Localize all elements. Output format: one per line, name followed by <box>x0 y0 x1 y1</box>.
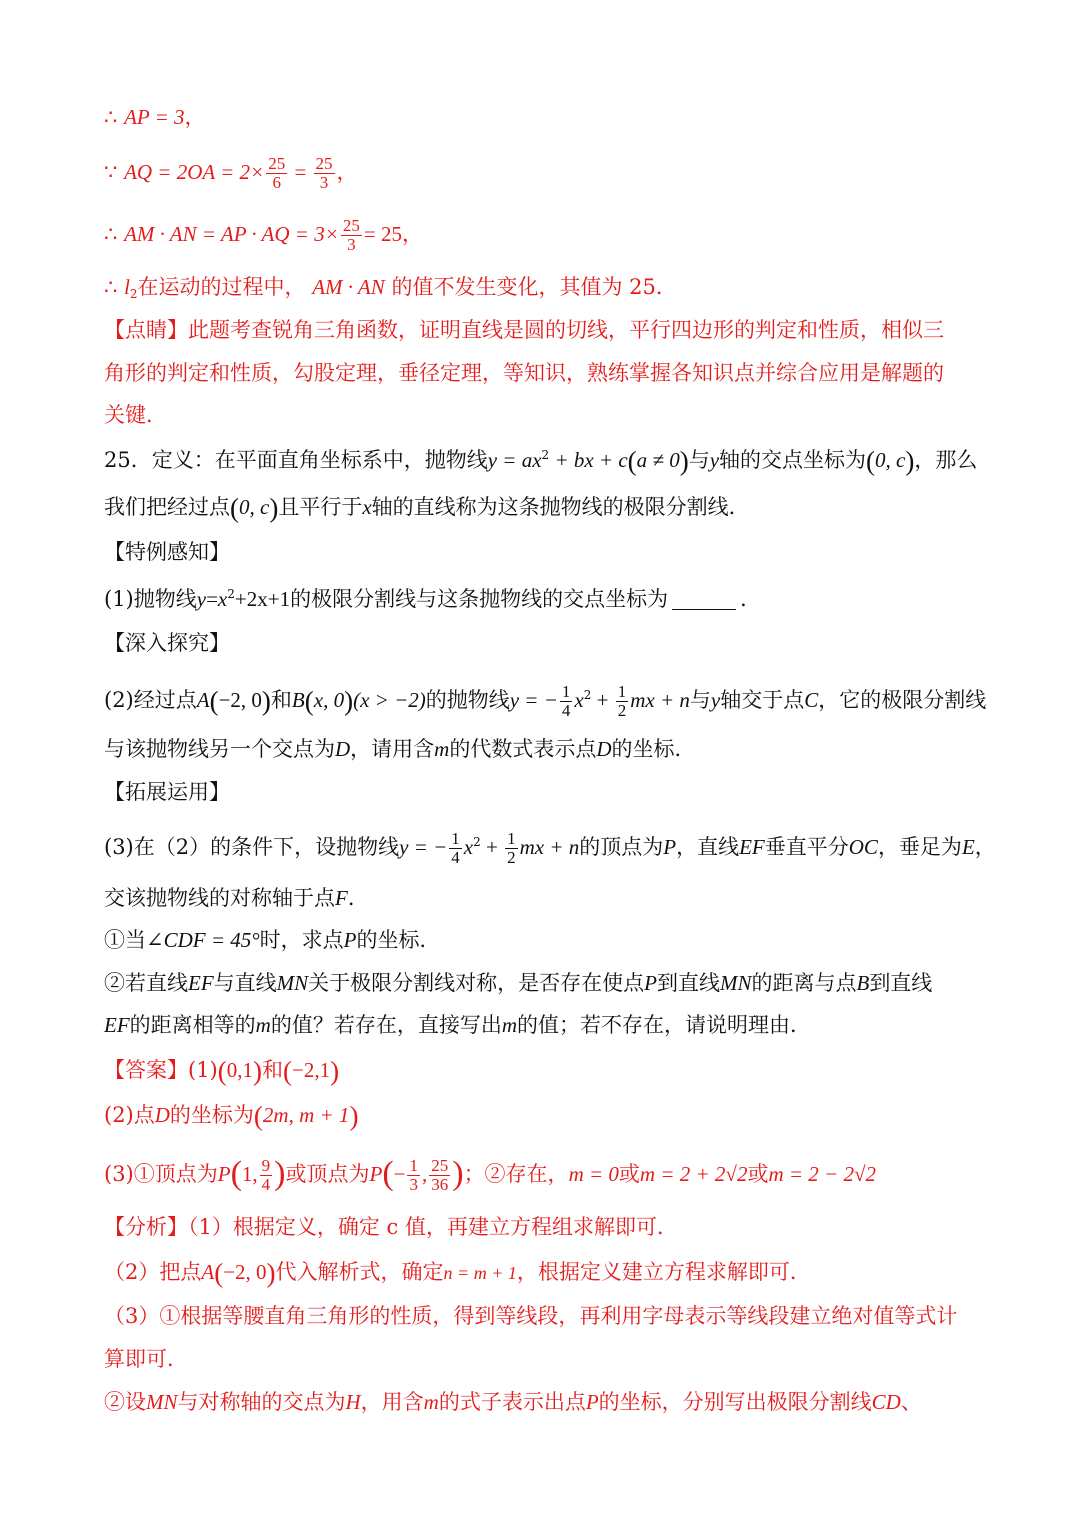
math: − <box>393 1162 406 1186</box>
numerator: 25 <box>315 154 333 173</box>
point-label: B <box>856 971 870 995</box>
math: −2,1 <box>292 1058 331 1082</box>
text: (1) <box>188 1058 218 1082</box>
point-label: P <box>343 928 357 952</box>
therefore-symbol: ∴ <box>104 105 118 129</box>
text: 和 <box>270 688 292 712</box>
math: , <box>421 1162 428 1186</box>
math: 0, c <box>875 448 906 472</box>
section-heading: 【深入探究】 <box>104 631 230 655</box>
text: 在运动的过程中， <box>137 275 306 299</box>
superscript: 2 <box>227 587 235 601</box>
paren: ( <box>627 446 637 476</box>
numerator: 25 <box>431 1156 449 1175</box>
math: + bx + c <box>549 448 628 472</box>
therefore-symbol: ∴ <box>104 222 118 246</box>
text: 轴交于点 <box>720 688 805 712</box>
text: 代入解析式，确定 <box>275 1260 444 1284</box>
answer-line-2 <box>104 1100 980 1131</box>
paren: ) <box>261 686 271 716</box>
text: ． <box>347 886 369 910</box>
text: ；②存在， <box>463 1162 569 1186</box>
math: mx + n <box>630 688 690 712</box>
point-label: D <box>335 737 351 761</box>
paren: ) <box>349 1101 359 1131</box>
text: 到直线 <box>869 971 933 995</box>
point-label: P <box>663 835 677 859</box>
paren: ) <box>266 1258 276 1288</box>
q25-part-3 <box>104 827 996 867</box>
text: ，垂足为 <box>877 835 962 859</box>
text: 的坐标，分别写出极限分割线 <box>598 1390 872 1414</box>
text: 交该抛物线的对称轴于点 <box>104 886 335 910</box>
paren: ) <box>452 1155 464 1192</box>
paren: ) <box>274 1155 286 1192</box>
line-label: MN <box>276 971 309 995</box>
math: + <box>591 688 614 712</box>
text: (2)点 <box>104 1103 155 1127</box>
text: 垂直平分 <box>764 835 849 859</box>
point-label: P <box>369 1162 383 1186</box>
paren: ( <box>304 686 314 716</box>
q25-part-2 <box>104 680 987 721</box>
numerator: 1 <box>507 829 516 848</box>
q25-part-3-line-2 <box>104 883 980 913</box>
line-symbol: l <box>124 275 130 299</box>
text: ②设 <box>104 1390 146 1414</box>
math: 0, c <box>239 495 270 519</box>
text: 且平行于 <box>278 495 363 519</box>
point-label: A <box>201 1260 215 1284</box>
text: (3)在（2）的条件下，设抛物线 <box>104 835 400 859</box>
q25-sub-2-line-2 <box>104 1010 980 1040</box>
math: m <box>501 1013 517 1037</box>
math: −2, 0 <box>223 1260 267 1284</box>
denominator: 6 <box>272 173 281 192</box>
line-label: MN <box>719 971 752 995</box>
q25-line-1 <box>104 445 980 476</box>
therefore-symbol: ∴ <box>104 275 118 299</box>
math: ∠CDF = 45° <box>146 928 260 952</box>
paren: ( <box>382 1155 394 1192</box>
solution-line-3 <box>104 214 980 254</box>
text: (3)①顶点为 <box>104 1162 218 1186</box>
numerator: 9 <box>261 1156 271 1175</box>
math: y = ax <box>487 448 542 472</box>
line-label: CD <box>871 1390 901 1414</box>
q25-line-2 <box>104 492 980 523</box>
math: x <box>362 495 372 519</box>
text: ，根据定义建立方程求解即可． <box>516 1260 811 1284</box>
fraction <box>449 830 462 867</box>
paren: ) <box>330 1056 340 1086</box>
text: 或顶点为 <box>285 1162 370 1186</box>
equation-rhs: = 25 <box>363 222 402 246</box>
math: n = m + 1 <box>443 1263 517 1283</box>
text: ，那么 <box>914 448 978 472</box>
text: ，它的极限分割线 <box>818 688 987 712</box>
analysis-line-5 <box>104 1387 980 1417</box>
subscript: 2 <box>129 287 138 301</box>
text: 的式子表示出点 <box>438 1390 586 1414</box>
equals: = <box>289 160 312 184</box>
text: 关于极限分割线对称，是否存在使点 <box>308 971 645 995</box>
solution-line-2 <box>104 152 980 192</box>
fraction <box>266 155 287 192</box>
paren: ( <box>214 1258 224 1288</box>
fraction <box>616 683 629 720</box>
section-heading: 【拓展运用】 <box>104 780 230 804</box>
analysis-line-3: （3）①根据等腰直角三角形的性质，得到等线段，再利用字母表示等线段建立绝对值等式计 <box>104 1304 958 1328</box>
text: 的抛物线 <box>425 688 510 712</box>
analysis-line-1: 【分析】（1）根据定义，确定 c 值，再建立方程组求解即可． <box>104 1215 678 1239</box>
line-label: MN <box>146 1390 178 1414</box>
math: y <box>196 587 207 611</box>
text: 的坐标． <box>611 737 696 761</box>
math: m <box>434 737 450 761</box>
analysis-line-2 <box>104 1257 980 1288</box>
equation-lhs: AM · AN = AP · AQ = 3× <box>124 222 339 246</box>
math: y = − <box>509 688 558 712</box>
math: 1, <box>241 1162 258 1186</box>
point-label: A <box>196 688 210 712</box>
math: 2m, m + 1 <box>262 1103 350 1127</box>
point-label: D <box>154 1103 170 1127</box>
text: ②若直线 <box>104 971 188 995</box>
math: y <box>709 448 720 472</box>
text: 到直线 <box>656 971 720 995</box>
text: 或 <box>747 1162 769 1186</box>
math: a ≠ 0 <box>636 448 680 472</box>
line-label: OC <box>848 835 878 859</box>
denominator: 2 <box>617 701 627 720</box>
math: + <box>480 835 504 859</box>
text: 、 <box>900 1390 922 1414</box>
point-label: F <box>335 886 348 910</box>
text: 轴的交点坐标为 <box>719 448 867 472</box>
math: = <box>206 587 218 611</box>
text: 的顶点为 <box>579 835 664 859</box>
numerator: 25 <box>268 154 286 173</box>
text: （2）把点 <box>104 1260 202 1284</box>
paren: ( <box>866 446 876 476</box>
q25-part-2-line-2 <box>104 734 980 764</box>
punct: ， <box>401 222 423 246</box>
text: 的距离相等的 <box>129 1013 256 1037</box>
math: mx + n <box>519 835 580 859</box>
superscript: 2 <box>541 448 550 462</box>
fraction <box>429 1157 450 1194</box>
paren: ( <box>253 1101 263 1131</box>
paren: ( <box>230 1155 242 1192</box>
answer-label: 【答案】 <box>104 1058 188 1082</box>
q25-sub-2 <box>104 968 980 998</box>
text: 的代数式表示点 <box>449 737 597 761</box>
denominator: 3 <box>409 1175 418 1194</box>
denominator: 3 <box>319 173 329 192</box>
math: y = − <box>399 835 448 859</box>
numerator: 1 <box>409 1156 418 1175</box>
paren: ( <box>230 493 239 523</box>
paren: ( <box>217 1056 227 1086</box>
math: −2, 0 <box>218 688 262 712</box>
math: x <box>463 835 474 859</box>
superscript: 2 <box>473 835 481 849</box>
text: (2)经过点 <box>104 688 197 712</box>
numerator: 1 <box>561 682 571 701</box>
answer-line-3 <box>104 1152 980 1196</box>
text: ，请用含 <box>350 737 435 761</box>
equation: AP = 3 <box>124 105 185 129</box>
fraction <box>505 830 518 867</box>
paren: ) <box>269 493 279 523</box>
fraction <box>314 155 335 192</box>
comment-line-2: 角形的判定和性质，勾股定理，垂径定理，等知识，熟练掌握各知识点并综合应用是解题的 <box>104 361 944 385</box>
text: 与直线 <box>213 971 277 995</box>
point-label: P <box>217 1162 231 1186</box>
math: m <box>423 1390 439 1414</box>
line-label: EF <box>188 971 214 995</box>
denominator: 4 <box>561 701 571 720</box>
solution-line-4 <box>104 272 980 302</box>
math: m <box>255 1013 271 1037</box>
denominator: 3 <box>347 235 356 254</box>
section-heading: 【特例感知】 <box>104 540 230 564</box>
text: 的极限分割线与这条抛物线的交点坐标为 <box>290 587 669 611</box>
paren: ) <box>344 686 354 716</box>
denominator: 2 <box>507 848 516 867</box>
answer-blank[interactable] <box>672 609 736 610</box>
point-label: H <box>345 1390 361 1414</box>
equation-lhs: AQ = 2OA = 2× <box>124 160 265 184</box>
fraction <box>407 1157 420 1194</box>
line-label: EF <box>104 1013 130 1037</box>
paren: ( <box>209 686 219 716</box>
punct: ， <box>184 105 206 129</box>
math: x <box>574 688 584 712</box>
fraction <box>341 217 362 254</box>
text: ①当 <box>104 928 146 952</box>
point-label: D <box>596 737 612 761</box>
punct: ， <box>336 160 358 184</box>
solution-line-1 <box>104 102 980 132</box>
point-label: P <box>644 971 657 995</box>
text: 的值？若存在，直接写出 <box>270 1013 502 1037</box>
point-label: B <box>291 688 305 712</box>
fraction <box>260 1157 273 1194</box>
numerator: 25 <box>342 216 360 235</box>
paren: ) <box>905 446 915 476</box>
math: x, 0 <box>313 688 345 712</box>
text: 25．定义：在平面直角坐标系中，抛物线 <box>104 448 488 472</box>
q25-sub-1 <box>104 925 980 955</box>
math: (x > −2) <box>353 688 426 712</box>
paren: ) <box>253 1056 262 1086</box>
math: x <box>217 587 228 611</box>
math-expression: AM · AN <box>312 275 385 299</box>
text: ． <box>740 587 762 611</box>
text: 的值不发生变化，其值为 25． <box>391 275 677 299</box>
math: +2x+1 <box>234 587 291 611</box>
math: m = 0 <box>568 1162 619 1186</box>
text: ， <box>974 835 996 859</box>
line-label: EF <box>739 835 765 859</box>
text: 我们把经过点 <box>104 495 230 519</box>
point-label: P <box>585 1390 599 1414</box>
text: 时，求点 <box>259 928 344 952</box>
denominator: 4 <box>261 1175 271 1194</box>
analysis-line-4: 算即可． <box>104 1347 188 1371</box>
math: 0,1 <box>226 1058 253 1082</box>
denominator: 4 <box>451 848 460 867</box>
text: 与 <box>688 448 710 472</box>
text: 与该抛物线另一个交点为 <box>104 737 335 761</box>
comment-line-3: 关键． <box>104 403 167 427</box>
math: y <box>710 688 721 712</box>
math: m = 2 + 2√2 <box>639 1162 748 1186</box>
text: (1)抛物线 <box>104 587 197 611</box>
numerator: 1 <box>451 829 460 848</box>
text: 轴的直线称为这条抛物线的极限分割线． <box>371 495 750 519</box>
math: m = 2 − 2√2 <box>768 1162 876 1186</box>
q25-part-1 <box>104 584 980 614</box>
comment-line-1: 【点睛】此题考查锐角三角函数，证明直线是圆的切线，平行四边形的判定和性质，相似三 <box>104 318 944 342</box>
text: 的坐标． <box>356 928 441 952</box>
superscript: 2 <box>583 688 592 702</box>
text: 的值；若不存在，请说明理由． <box>517 1013 811 1037</box>
text: 的坐标为 <box>169 1103 254 1127</box>
text: 和 <box>262 1058 283 1082</box>
text: 的距离与点 <box>751 971 857 995</box>
text: 与 <box>689 688 711 712</box>
text: 或 <box>618 1162 640 1186</box>
text: 与对称轴的交点为 <box>177 1390 346 1414</box>
answer-line-1 <box>104 1055 980 1086</box>
numerator: 1 <box>617 682 627 701</box>
fraction <box>560 683 573 720</box>
paren: ) <box>679 446 689 476</box>
because-symbol: ∵ <box>104 160 118 184</box>
point-label: E <box>961 835 975 859</box>
text: ，直线 <box>676 835 740 859</box>
paren: ( <box>283 1056 292 1086</box>
denominator: 36 <box>431 1175 449 1194</box>
point-label: C <box>804 688 819 712</box>
text: ，用含 <box>360 1390 424 1414</box>
